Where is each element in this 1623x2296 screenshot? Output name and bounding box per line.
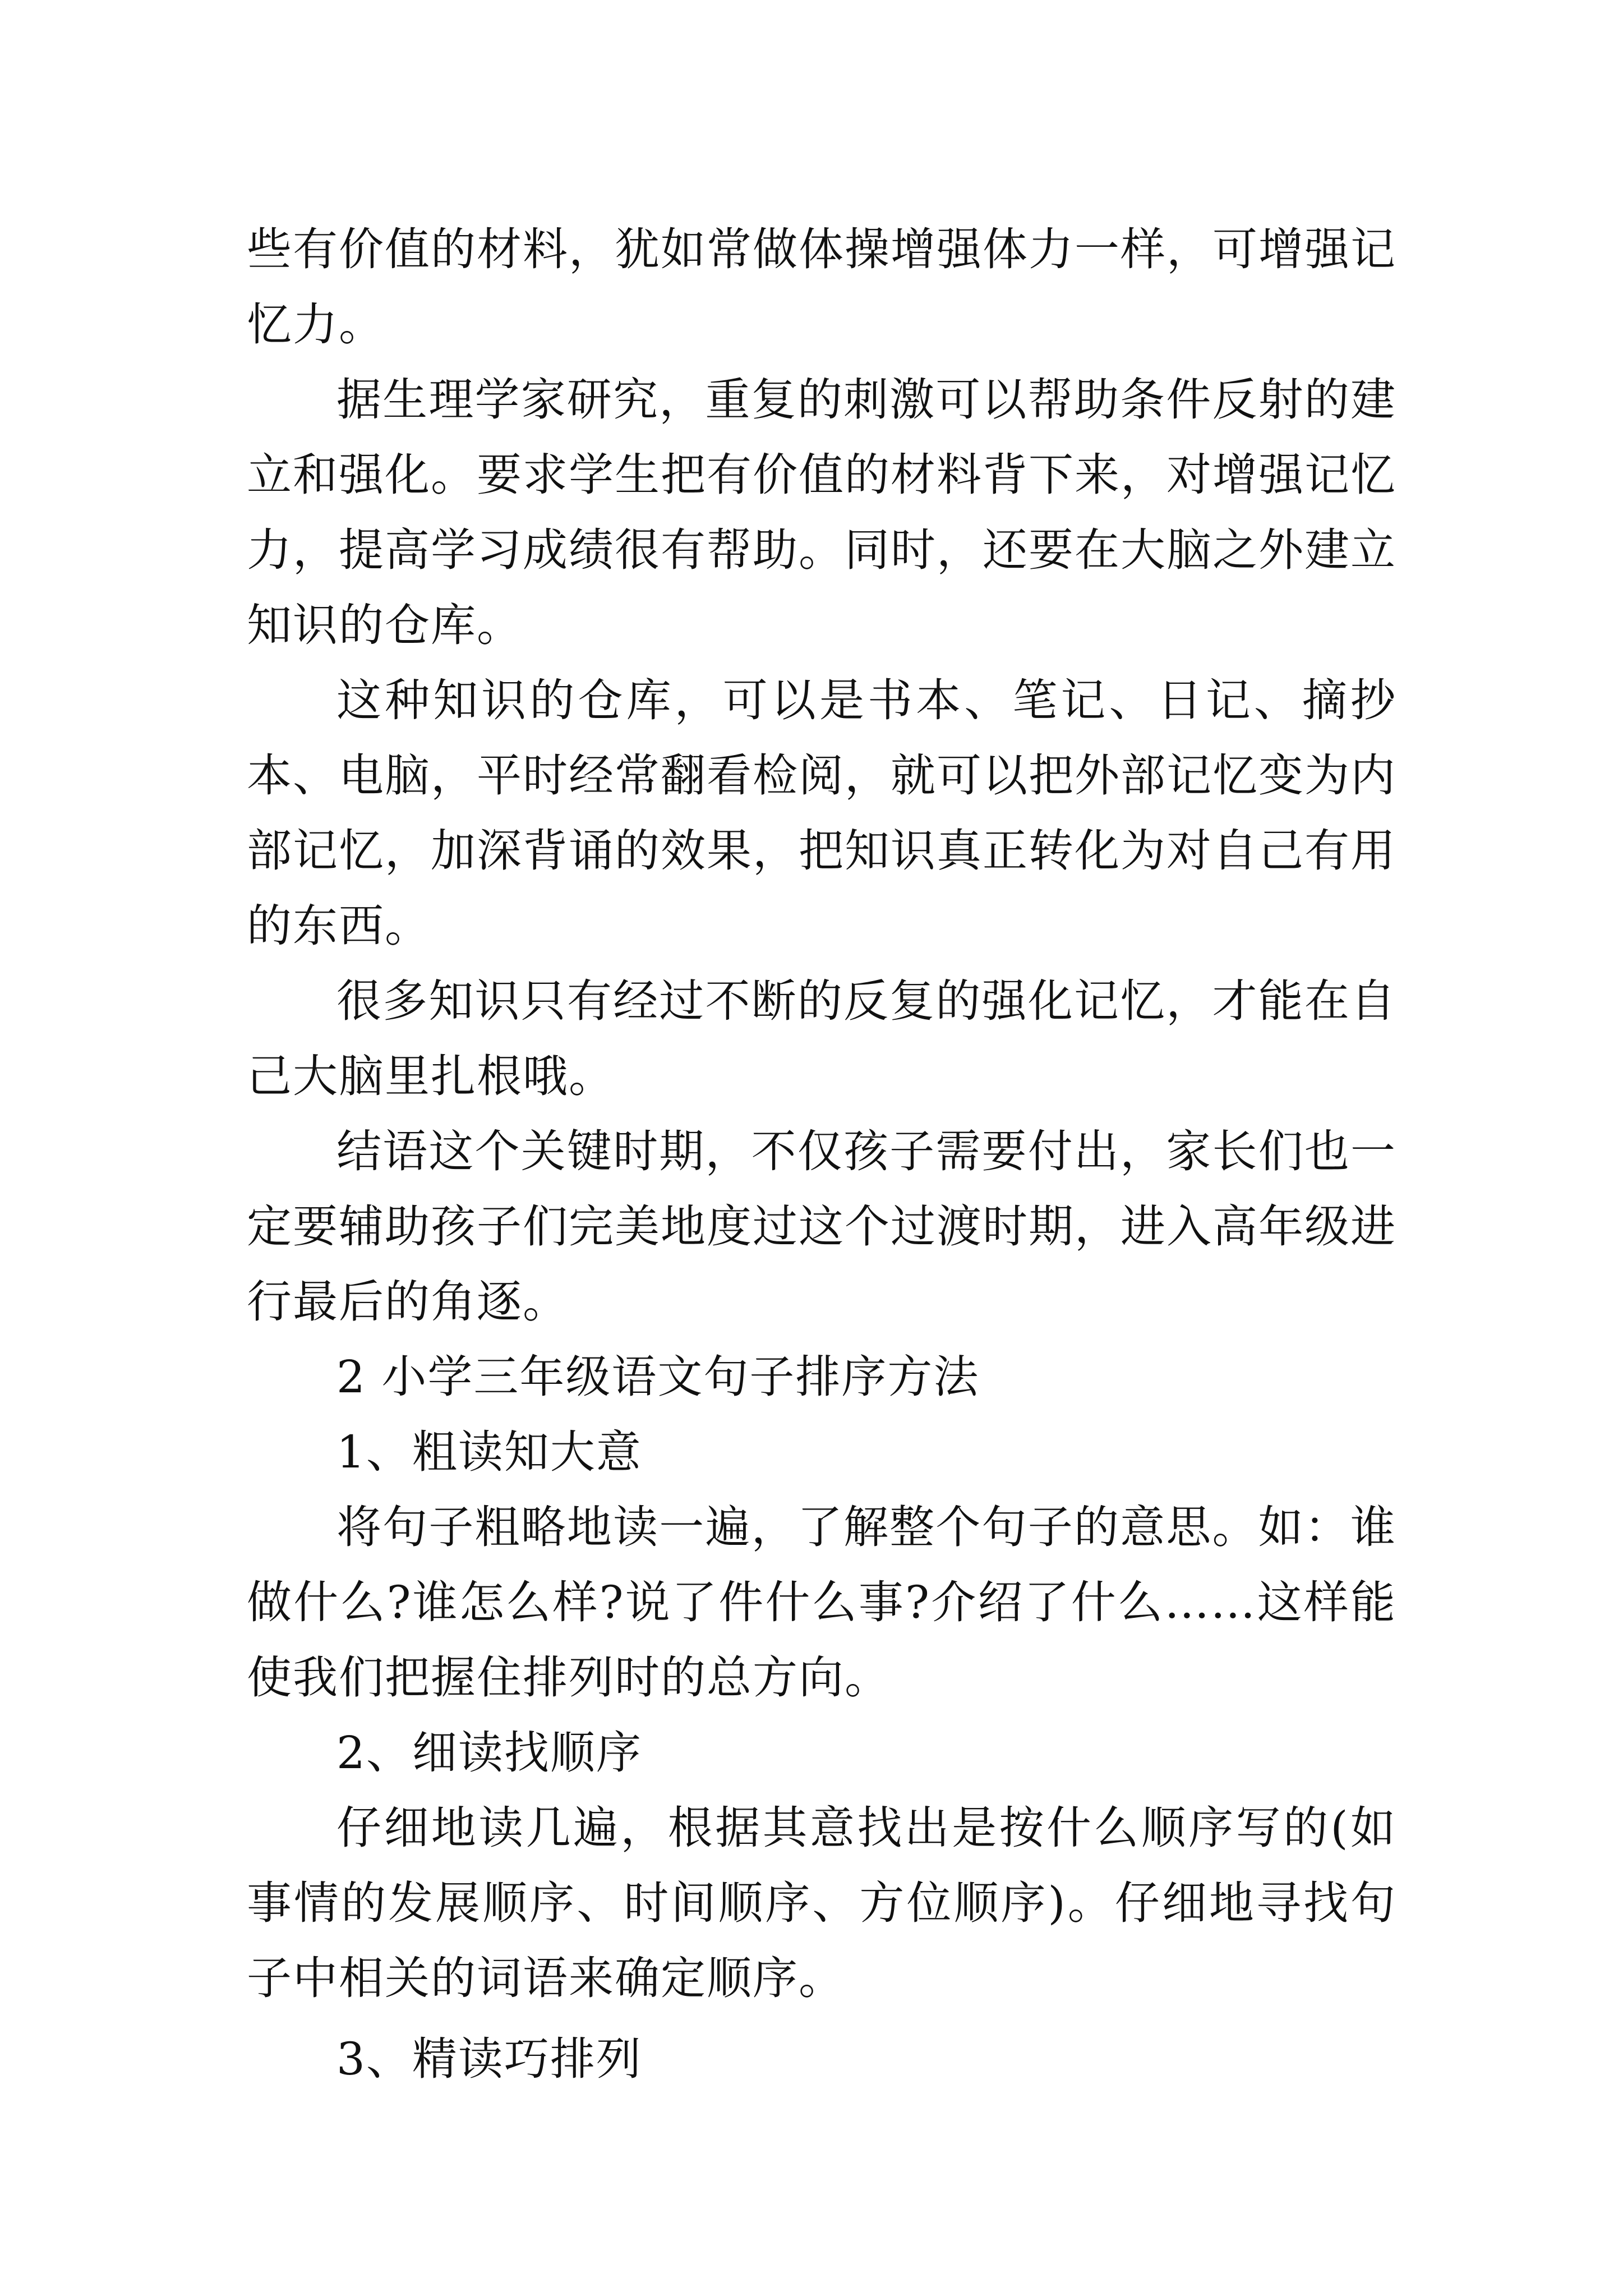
step-3-heading: 3、精读巧排列 <box>336 2033 642 2085</box>
paragraph-2: 据生理学家研究，重复的刺激可以帮助条件反射的建立和强化。要求学生把有价值的材料背下来，对增强记忆力，提高学习成绩很有帮助。同时，还要在大脑之外建立知识的仓库。 <box>247 374 1396 651</box>
paragraph-1: 些有价值的材料，犹如常做体操增强体力一样，可增强记忆力。 <box>247 223 1396 351</box>
paragraph-step-2: 仔细地读几遍，根据其意找出是按什么顺序写的(如事情的发展顺序、时间顺序、方位顺序)。仔细地寻找句子中相关的词语来确定顺序。 <box>247 1802 1396 2004</box>
section-heading: 2 小学三年级语文句子排序方法 <box>336 1351 980 1403</box>
paragraph-step-1: 将句子粗略地读一遍，了解整个句子的意思。如：谁做什么?谁怎么样?说了件什么事?介绍了什么……这样能使我们把握住排列时的总方向。 <box>247 1501 1396 1704</box>
step-2-heading: 2、细读找顺序 <box>336 1727 642 1779</box>
paragraph-3: 这种知识的仓库，可以是书本、笔记、日记、摘抄本、电脑，平时经常翻看检阅，就可以把外部记忆变为内部记忆，加深背诵的效果，把知识真正转化为对自己有用的东西。 <box>247 674 1396 952</box>
paragraph-4: 很多知识只有经过不断的反复的强化记忆，才能在自己大脑里扎根哦。 <box>247 975 1396 1102</box>
document-body <box>247 212 1396 2097</box>
step-1-heading: 1、粗读知大意 <box>336 1426 642 1478</box>
paragraph-5: 结语这个关键时期，不仅孩子需要付出，家长们也一定要辅助孩子们完美地度过这个过渡时期，进入高年级进行最后的角逐。 <box>247 1125 1396 1328</box>
